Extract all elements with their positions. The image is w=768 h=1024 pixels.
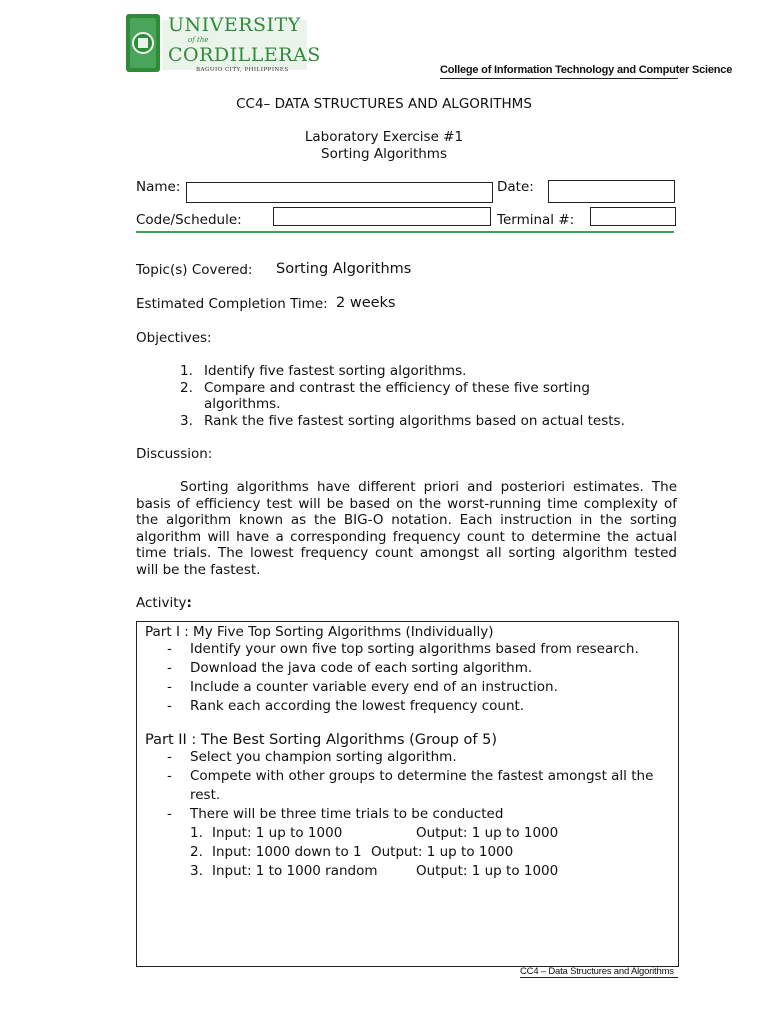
part2-list — [137, 748, 678, 881]
college-name: College of Information Technology and Computer Science — [440, 64, 733, 76]
list-item: 2. Compare and contrast the efficiency of these five sorting algorithms. — [180, 379, 590, 412]
exercise-subtitle: Sorting Algorithms — [321, 146, 447, 162]
topics-value: Sorting Algorithms — [276, 261, 412, 277]
terminal-label: Terminal #: — [497, 212, 575, 228]
list-item: - Rank each according the lowest frequency count. — [167, 698, 525, 714]
name-label: Name: — [136, 179, 181, 195]
list-item: - Compete with other groups to determine the fastest amongst all the — [167, 768, 654, 784]
list-item: - Include a counter variable every end of an instruction. — [167, 679, 558, 695]
name-field[interactable] — [186, 182, 493, 203]
completion-value: 2 weeks — [336, 295, 396, 311]
activity-label: Activity: — [136, 595, 192, 611]
logo-location-text: BAGUIO CITY, PHILIPPINES — [196, 67, 289, 73]
header-divider — [440, 78, 678, 79]
list-item: 3. Rank the five fastest sorting algorithms based on actual tests. — [180, 412, 625, 429]
list-item: 1. Identify five fastest sorting algorithms. — [180, 363, 467, 379]
list-item: - Select you champion sorting algorithm. — [167, 749, 457, 765]
list-item: - There will be three time trials to be conducted — [167, 806, 504, 822]
discussion-label: Discussion: — [136, 446, 213, 462]
list-item: - Identify your own five top sorting algorithms based from research. — [167, 641, 639, 657]
discussion-text: Sorting algorithms have different priori and posteriori estimates. The basis of efficiency test will be based on the worst-running time complexity of the algorithm known as the BIG-O notation. Each instruction in the sorting algorithm will have a corresponding frequency count to determine the actual time trials. The lowest frequency count amongst all sorting algorithm tested will be the fastest. — [136, 479, 677, 578]
terminal-field[interactable] — [590, 207, 676, 226]
date-field[interactable] — [548, 180, 675, 203]
part1-title: Part I : My Five Top Sorting Algorithms (Individually) — [145, 624, 494, 640]
code-schedule-field[interactable] — [273, 207, 491, 226]
activity-box — [136, 621, 679, 967]
university-logo — [124, 12, 321, 76]
footer-divider — [520, 977, 678, 978]
part1-list — [137, 640, 678, 716]
list-item-continued: rest. — [190, 787, 221, 803]
completion-label: Estimated Completion Time: — [136, 296, 328, 312]
topics-label: Topic(s) Covered: — [136, 262, 253, 278]
logo-university-text: UNIVERSITY — [168, 14, 301, 36]
list-item: - Download the java code of each sorting algorithm. — [167, 660, 533, 676]
trial-row: 1. Input: 1 up to 1000 Output: 1 up to 1000 — [190, 825, 559, 841]
objectives-label: Objectives: — [136, 330, 212, 346]
part2-title: Part II : The Best Sorting Algorithms (Group of 5) — [145, 732, 497, 748]
date-label: Date: — [497, 179, 534, 195]
exercise-title: Laboratory Exercise #1 — [304, 129, 464, 145]
trial-row: 2. Input: 1000 down to 1 Output: 1 up to 1000 — [190, 844, 514, 860]
course-title: CC4– DATA STRUCTURES AND ALGORITHMS — [236, 96, 532, 112]
objectives-list — [180, 363, 640, 429]
trial-row: 3. Input: 1 to 1000 random Output: 1 up to 1000 — [190, 863, 559, 879]
footer-text: CC4 – Data Structures and Algorithms — [520, 966, 674, 977]
logo-cordilleras-text: CORDILLERAS — [168, 44, 321, 66]
code-schedule-label: Code/Schedule: — [136, 212, 242, 228]
form-divider — [136, 231, 674, 233]
logo-of-the-text: of the — [188, 36, 209, 44]
